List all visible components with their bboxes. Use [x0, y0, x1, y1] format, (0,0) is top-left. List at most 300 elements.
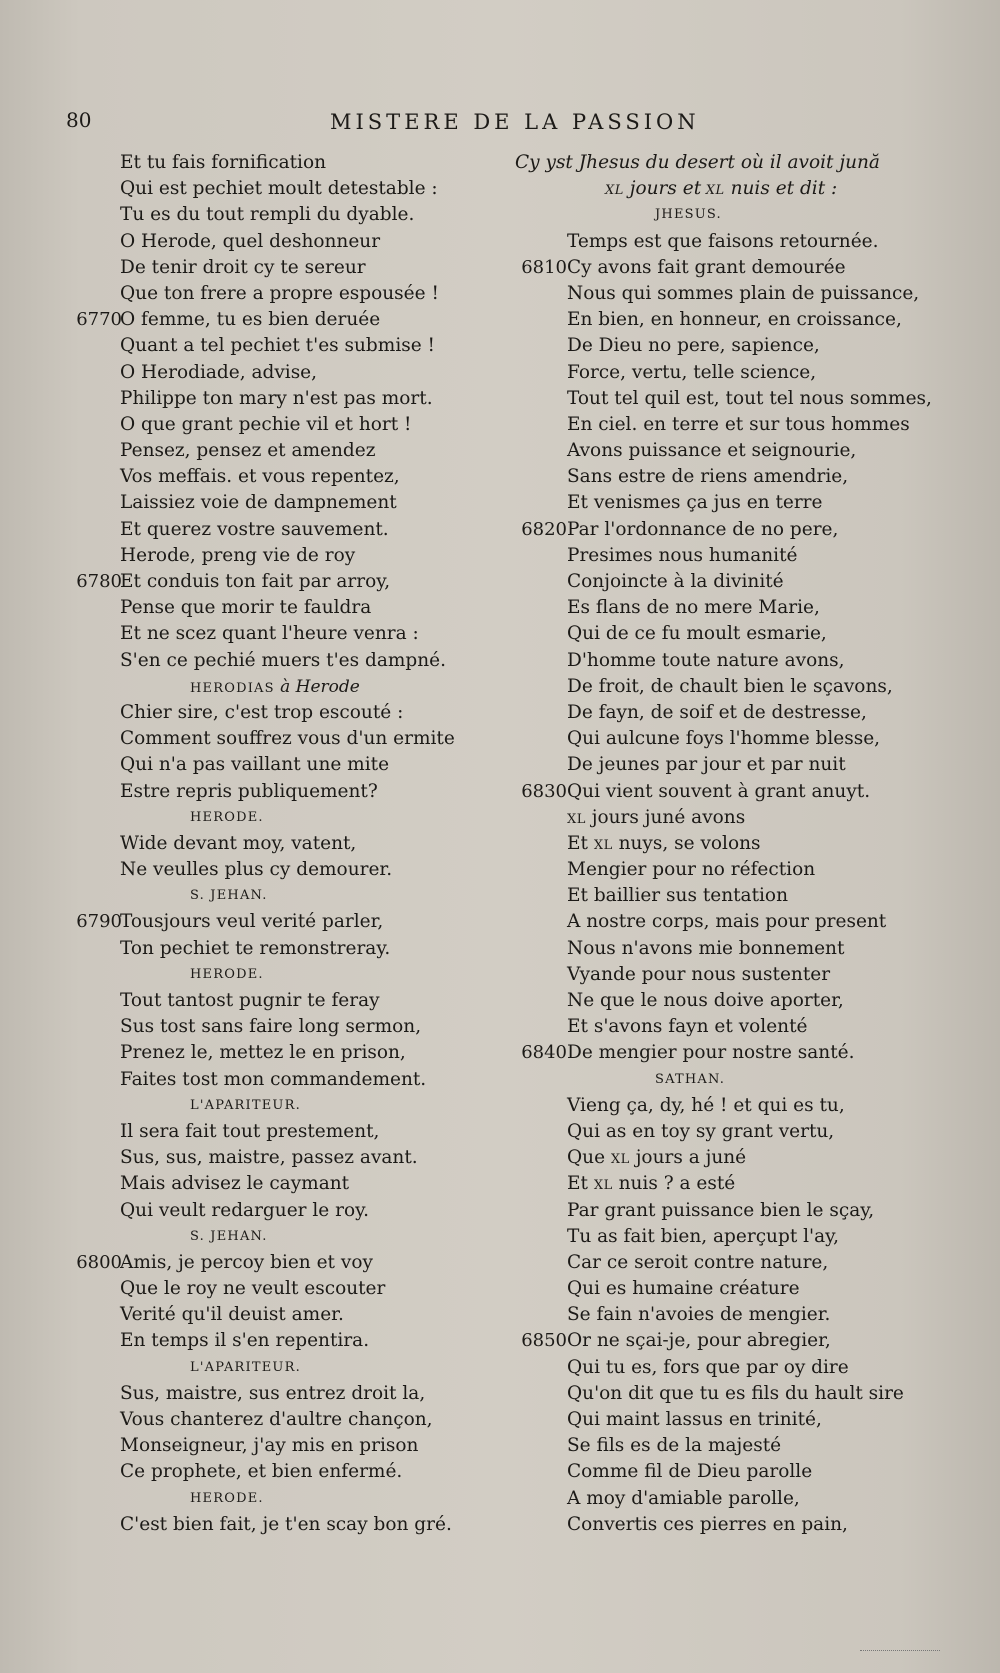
text-body: Mais advisez le caymant — [120, 1173, 350, 1195]
text-body: Comment souffrez vous d'un ermite — [120, 728, 455, 750]
verse-line — [495, 1040, 955, 1066]
line-text — [567, 700, 867, 726]
line-text — [567, 752, 846, 778]
verse-line — [495, 936, 955, 962]
text-body: Se fils es de la majesté — [567, 1435, 782, 1457]
text-body: Vous chanterez d'aultre chançon, — [120, 1409, 433, 1430]
verse-line — [495, 1328, 955, 1354]
verse-line — [50, 1014, 460, 1040]
verse-line — [495, 333, 955, 359]
verse-line — [495, 1381, 955, 1407]
verse-line — [495, 229, 955, 255]
line-text — [567, 1119, 834, 1145]
line-text — [567, 1224, 839, 1250]
line-text — [567, 1433, 781, 1459]
line-text — [120, 1459, 402, 1485]
speaker-name: HERODE. — [190, 1490, 264, 1506]
line-text — [567, 229, 878, 255]
verse-line — [495, 255, 955, 281]
text-body: Laissiez voie de dampnement — [120, 492, 397, 514]
text-body: Vieng ça, dy, hé ! et qui es tu, — [567, 1094, 845, 1116]
verse-line — [495, 621, 955, 647]
line-text — [120, 255, 366, 281]
text-body: Amis, je percoy bien et voy — [120, 1251, 373, 1273]
text-body: Sans estre de riens amendrie, — [567, 466, 849, 488]
line-text — [120, 202, 414, 228]
text-body: Or ne sçai-je, pour abregier, — [567, 1330, 831, 1352]
verse-line — [495, 1093, 955, 1119]
verse-line — [50, 936, 460, 962]
text-body: Tousjours veul verité parler, — [120, 911, 384, 933]
line-number: 6830 — [521, 780, 567, 802]
text-body: Par l'ordonnance de no pere, — [567, 518, 839, 540]
verse-line — [495, 1250, 955, 1276]
stage-direction — [495, 150, 955, 176]
speaker-name: L'APARITEUR. — [190, 1359, 301, 1375]
text-body: Faites tost mon commandement. — [120, 1068, 427, 1090]
line-text — [120, 307, 380, 333]
verse-line — [50, 490, 460, 516]
verse-line — [50, 779, 460, 805]
line-text — [567, 988, 844, 1014]
verse-line — [50, 648, 460, 674]
text-body: Mengier pour no réfection — [567, 859, 816, 881]
verse-line — [50, 543, 460, 569]
verse-line — [495, 438, 955, 464]
text-body: Que ton frere a propre espousée ! — [120, 282, 439, 304]
line-text — [567, 517, 838, 543]
verse-line — [50, 988, 460, 1014]
line-text — [120, 150, 326, 176]
line-text — [120, 1407, 433, 1433]
line-text — [567, 1145, 746, 1173]
verse-line — [495, 674, 955, 700]
text-prefix: Que — [567, 1147, 611, 1169]
speaker-heading — [495, 1067, 955, 1093]
verse-line — [495, 517, 955, 543]
verse-line — [50, 333, 460, 359]
verse-line — [50, 360, 460, 386]
line-text — [120, 1381, 425, 1407]
line-text — [120, 543, 355, 569]
verse-line — [495, 490, 955, 516]
text-body: Qui veult redarguer le roy. — [120, 1199, 369, 1221]
line-text — [120, 412, 411, 438]
verse-line — [50, 517, 460, 543]
text-body: Philippe ton mary n'est pas mort. — [120, 387, 433, 409]
line-text — [567, 1302, 830, 1328]
line-text — [120, 1328, 369, 1354]
verse-line — [495, 779, 955, 805]
text-body: Que le roy ne veult escouter — [120, 1278, 386, 1300]
verse-line — [495, 360, 955, 386]
speaker-heading — [50, 1486, 460, 1512]
verse-line — [50, 726, 460, 752]
ink-smudge — [860, 1638, 940, 1651]
verse-line — [495, 909, 955, 935]
line-text — [120, 909, 383, 935]
text-body: Et ne scez quant l'heure venra : — [120, 623, 419, 645]
line-text — [567, 648, 845, 674]
verse-line — [50, 621, 460, 647]
line-text — [190, 1224, 268, 1250]
text-body: De froit, de chault bien le sçavons, — [567, 675, 893, 697]
verse-line — [50, 307, 460, 333]
verse-line — [495, 648, 955, 674]
line-text — [120, 1433, 418, 1459]
verse-line — [50, 150, 460, 176]
roman-numeral: XL — [593, 1178, 613, 1194]
text-body: Pensez, pensez et amendez — [120, 440, 376, 462]
line-text — [567, 438, 856, 464]
verse-line — [495, 1512, 955, 1538]
text-body: Ce prophete, et bien enfermé. — [120, 1461, 403, 1483]
text-body: Et conduis ton fait par arroy, — [120, 571, 391, 592]
verse-line — [50, 412, 460, 438]
line-number: 6800 — [76, 1251, 122, 1273]
text-body: Et s'avons fayn et volenté — [567, 1016, 808, 1038]
text-body: Tout tantost pugnir te feray — [120, 990, 380, 1011]
line-number: 6840 — [521, 1042, 567, 1064]
verse-line — [50, 1302, 460, 1328]
verse-line — [50, 1067, 460, 1093]
line-text — [120, 936, 390, 962]
text-body: Vyande pour nous sustenter — [567, 963, 831, 985]
text-body: Ne veulles plus cy demourer. — [120, 859, 393, 881]
stage-part: nuis et dit : — [724, 178, 838, 200]
text-body: Qui tu es, fors que par oy dire — [567, 1356, 849, 1378]
line-text — [567, 386, 932, 412]
verse-line — [50, 1276, 460, 1302]
text-body: Monseigneur, j'ay mis en prison — [120, 1435, 419, 1457]
text-body: Convertis ces pierres en pain, — [567, 1513, 848, 1535]
text-body: Verité qu'il deuist amer. — [120, 1304, 344, 1326]
line-text — [120, 1171, 349, 1197]
verse-line — [495, 281, 955, 307]
line-text — [120, 360, 317, 386]
text-body: Et venismes ça jus en terre — [567, 492, 823, 514]
left-column — [50, 150, 460, 1538]
text-body: Qui es humaine créature — [567, 1278, 800, 1300]
line-text — [120, 1040, 406, 1066]
page-header — [0, 108, 1000, 148]
line-number: 6850 — [521, 1330, 567, 1352]
text-prefix: Et — [567, 1173, 594, 1195]
verse-line — [50, 1381, 460, 1407]
text-body: jours juné avons — [585, 806, 746, 828]
verse-line — [50, 438, 460, 464]
line-text — [120, 1250, 373, 1276]
verse-line — [495, 700, 955, 726]
running-title: MISTERE DE LA PASSION — [330, 110, 700, 134]
line-text — [567, 333, 820, 359]
text-body: Chier sire, c'est trop escouté : — [120, 701, 404, 723]
line-text — [605, 176, 837, 204]
verse-line — [50, 202, 460, 228]
line-text — [567, 936, 844, 962]
verse-line — [50, 1407, 460, 1433]
text-body: Qu'on dit que tu es fils du hault sire — [567, 1382, 904, 1404]
verse-line — [495, 752, 955, 778]
line-text — [567, 674, 893, 700]
text-body: En ciel. en terre et sur tous hommes — [567, 413, 910, 435]
verse-line — [50, 1119, 460, 1145]
line-text — [120, 752, 389, 778]
line-text — [120, 1302, 344, 1328]
line-text — [567, 569, 784, 595]
line-text — [120, 1276, 385, 1302]
line-text — [567, 1355, 849, 1381]
verse-line — [495, 1459, 955, 1485]
text-body: De tenir droit cy te sereur — [120, 256, 366, 278]
text-body: Ton pechiet te remonstreray. — [120, 937, 391, 959]
line-text — [190, 1093, 301, 1119]
verse-line — [50, 1328, 460, 1354]
line-text — [567, 1328, 831, 1354]
line-text — [120, 1198, 369, 1224]
line-text — [190, 674, 360, 702]
speaker-name: S. JEHAN. — [190, 1228, 268, 1244]
line-text — [120, 464, 400, 490]
speaker-name: HERODE. — [190, 809, 264, 825]
verse-line — [495, 1433, 955, 1459]
verse-line — [495, 1014, 955, 1040]
line-number: 6790 — [76, 911, 122, 933]
speaker-heading — [50, 674, 460, 700]
page-number: 80 — [66, 108, 92, 132]
text-body: O Herodiade, advise, — [120, 361, 318, 383]
text-body: Force, vertu, telle science, — [567, 361, 817, 383]
line-text — [190, 1486, 264, 1512]
line-text — [120, 281, 439, 307]
line-text — [120, 857, 392, 883]
stage-part: jours et — [623, 178, 702, 200]
line-text — [567, 726, 880, 752]
line-text — [120, 569, 390, 595]
verse-line — [50, 700, 460, 726]
stage-part: XL — [605, 183, 624, 199]
speaker-name: HERODE. — [190, 966, 264, 982]
line-text — [567, 360, 816, 386]
line-number: 6820 — [521, 518, 567, 540]
verse-line — [50, 1198, 460, 1224]
speaker-direction: à Herode — [280, 676, 360, 697]
line-text — [567, 1486, 800, 1512]
text-body: Estre repris publiquement? — [120, 780, 378, 802]
verse-line — [50, 909, 460, 935]
text-body: Tout tel quil est, tout tel nous sommes, — [567, 387, 932, 409]
line-text — [567, 621, 827, 647]
text-body: Et querez vostre sauvement. — [120, 518, 389, 540]
speaker-heading — [50, 805, 460, 831]
line-text — [120, 176, 438, 202]
line-text — [120, 831, 356, 857]
text-body: De jeunes par jour et par nuit — [567, 754, 846, 776]
text-body: Qui aulcune foys l'homme blesse, — [567, 728, 881, 750]
line-text — [567, 412, 910, 438]
line-text — [567, 1171, 735, 1199]
line-text — [655, 1067, 725, 1093]
line-text — [120, 726, 455, 752]
verse-line — [495, 569, 955, 595]
line-text — [120, 438, 375, 464]
speaker-heading — [50, 1355, 460, 1381]
verse-line — [495, 988, 955, 1014]
speaker-heading — [50, 883, 460, 909]
roman-numeral: XL — [593, 837, 613, 853]
text-body: A nostre corps, mais pour present — [567, 911, 887, 933]
line-text: Cy yst Jhesus du desert où il avoit jună — [515, 152, 880, 173]
text-body: Qui as en toy sy grant vertu, — [567, 1120, 835, 1142]
text-body: Qui de ce fu moult esmarie, — [567, 623, 827, 645]
text-body: De Dieu no pere, sapience, — [567, 335, 820, 357]
verse-line — [495, 1302, 955, 1328]
text-body: O que grant pechie vil et hort ! — [120, 413, 412, 435]
text-body: S'en ce pechié muers t'es dampné. — [120, 649, 446, 671]
text-body: Cy avons fait grant demourée — [567, 256, 846, 278]
roman-numeral: XL — [610, 1152, 630, 1168]
text-body: Avons puissance et seignourie, — [567, 440, 857, 462]
line-text — [120, 490, 397, 516]
line-text — [567, 281, 919, 307]
line-text — [120, 988, 380, 1014]
text-prefix: Et — [567, 832, 594, 854]
verse-line — [495, 412, 955, 438]
line-text — [567, 962, 830, 988]
verse-line — [50, 831, 460, 857]
text-body: Temps est que faisons retournée. — [567, 230, 879, 252]
text-body: En temps il s'en repentira. — [120, 1330, 370, 1352]
verse-line — [50, 1171, 460, 1197]
line-text — [120, 1014, 421, 1040]
line-text — [567, 1276, 800, 1302]
line-text — [567, 307, 902, 333]
line-text — [190, 883, 268, 909]
text-body: D'homme toute nature avons, — [567, 649, 845, 671]
line-text — [567, 255, 846, 281]
line-text — [567, 543, 797, 569]
line-text — [567, 779, 870, 805]
verse-line — [495, 857, 955, 883]
text-body: Herode, preng vie de roy — [120, 544, 356, 566]
line-text — [120, 386, 433, 412]
verse-line — [495, 1198, 955, 1224]
verse-line — [495, 962, 955, 988]
verse-line — [495, 595, 955, 621]
text-body: Par grant puissance bien le sçay, — [567, 1199, 875, 1221]
text-body: Car ce seroit contre nature, — [567, 1251, 829, 1273]
line-text — [120, 1512, 452, 1538]
text-body: Tu as fait bien, aperçupt l'ay, — [567, 1225, 840, 1247]
line-text — [190, 805, 264, 831]
text-body: Qui est pechiet moult detestable : — [120, 178, 438, 200]
line-text — [190, 962, 264, 988]
verse-line — [50, 176, 460, 202]
text-body: C'est bien fait, je t'en scay bon gré. — [120, 1513, 452, 1535]
text-body: Et tu fais fornification — [120, 152, 327, 173]
text-body: Sus, sus, maistre, passez avant. — [120, 1147, 418, 1169]
text-body: nuys, se volons — [612, 832, 761, 854]
verse-line — [495, 1119, 955, 1145]
verse-line — [495, 1486, 955, 1512]
verse-line — [50, 1459, 460, 1485]
text-body: Se fain n'avoies de mengier. — [567, 1304, 831, 1326]
verse-line — [495, 1145, 955, 1171]
line-text — [655, 202, 722, 228]
text-body: Es flans de no mere Marie, — [567, 597, 820, 619]
line-text — [120, 595, 371, 621]
verse-line — [495, 543, 955, 569]
text-body: Presimes nous humanité — [567, 544, 798, 566]
text-body: Conjoincte à la divinité — [567, 571, 784, 592]
verse-line — [50, 281, 460, 307]
text-body: Comme fil de Dieu parolle — [567, 1461, 813, 1483]
line-text — [567, 1198, 874, 1224]
line-text — [120, 1119, 379, 1145]
line-text — [120, 229, 380, 255]
speaker-name: S. JEHAN. — [190, 888, 268, 904]
line-text — [567, 1407, 822, 1433]
text-body: En bien, en honneur, en croissance, — [567, 309, 902, 331]
speaker-name: JHESUS. — [655, 207, 722, 223]
stage-direction — [495, 176, 955, 202]
line-text — [567, 595, 820, 621]
text-body: Qui vient souvent à grant anuyt. — [567, 780, 871, 802]
text-body: Quant a tel pechiet t'es submise ! — [120, 335, 435, 357]
speaker-name: SATHAN. — [655, 1071, 726, 1087]
line-text — [567, 1014, 807, 1040]
line-text — [567, 1512, 848, 1538]
line-text — [567, 831, 761, 859]
text-body: Ne que le nous doive aporter, — [567, 990, 844, 1011]
verse-line — [50, 857, 460, 883]
line-number: 6770 — [76, 309, 122, 331]
text-body: Prenez le, mettez le en prison, — [120, 1042, 406, 1064]
speaker-heading — [50, 962, 460, 988]
verse-line — [50, 569, 460, 595]
line-text — [120, 700, 403, 726]
speaker-heading — [495, 202, 955, 228]
line-text — [120, 517, 389, 543]
line-text — [567, 1093, 845, 1119]
verse-line — [50, 229, 460, 255]
line-text — [190, 1355, 301, 1381]
line-text — [567, 805, 745, 833]
speaker-heading — [50, 1224, 460, 1250]
line-text — [567, 464, 848, 490]
line-text — [567, 909, 886, 935]
text-body: De mengier pour nostre santé. — [567, 1042, 855, 1064]
verse-line — [50, 1433, 460, 1459]
line-text — [567, 1381, 904, 1407]
text-body: jours a juné — [629, 1147, 747, 1169]
text-body: nuis ? a esté — [612, 1173, 736, 1195]
verse-line — [495, 464, 955, 490]
text-body: Sus, maistre, sus entrez droit la, — [120, 1382, 426, 1404]
line-text — [567, 1459, 812, 1485]
line-text — [120, 648, 446, 674]
line-text — [120, 779, 378, 805]
verse-line — [50, 1512, 460, 1538]
line-text — [120, 621, 419, 647]
verse-line — [495, 1407, 955, 1433]
verse-line — [495, 1276, 955, 1302]
text-body: Pense que morir te fauldra — [120, 597, 372, 619]
text-body: De fayn, de soif et de destresse, — [567, 701, 867, 723]
verse-line — [50, 255, 460, 281]
line-text — [120, 333, 435, 359]
text-body: O Herode, quel deshonneur — [120, 230, 381, 252]
